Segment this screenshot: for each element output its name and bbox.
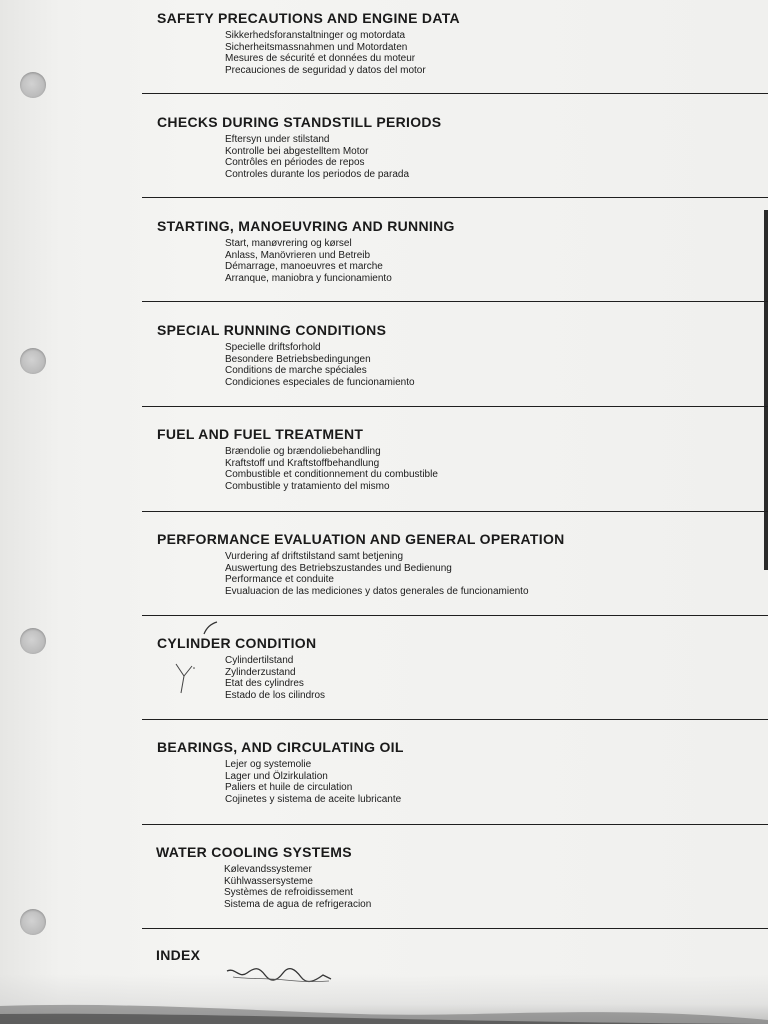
translation-spanish: Sistema de agua de refrigeracion — [224, 898, 372, 910]
translation-german: Anlass, Manövrieren und Betreib — [225, 249, 371, 261]
toc-section-water-cooling[interactable] — [156, 843, 756, 910]
section-title: SAFETY PRECAUTIONS AND ENGINE DATA — [157, 10, 460, 26]
translation-german: Zylinderzustand — [225, 666, 296, 678]
section-divider — [142, 406, 768, 407]
toc-section-index[interactable] — [156, 946, 756, 964]
section-translations — [225, 759, 757, 805]
section-title: CYLINDER CONDITION — [157, 635, 317, 651]
translation-french: Mesures de sécurité et données du moteur — [225, 53, 416, 64]
toc-section-fuel[interactable] — [157, 425, 757, 492]
section-title: WATER COOLING SYSTEMS — [156, 844, 352, 860]
translation-danish: Cylindertilstand — [225, 655, 294, 666]
page-curl-shadow — [0, 984, 768, 1024]
translation-german: Kontrolle bei abgestelltem Motor — [225, 145, 369, 157]
section-translations — [225, 134, 757, 180]
section-translations — [225, 238, 757, 284]
translation-danish: Start, manøvrering og kørsel — [225, 238, 352, 249]
section-title: SPECIAL RUNNING CONDITIONS — [157, 322, 387, 338]
section-title: PERFORMANCE EVALUATION AND GENERAL OPERATION — [157, 531, 565, 547]
section-translations — [225, 655, 757, 701]
translation-french: Performance et conduite — [225, 574, 334, 585]
translation-spanish: Precauciones de seguridad y datos del motor — [225, 64, 426, 76]
translation-danish: Lejer og systemolie — [225, 759, 312, 770]
translation-french: Contrôles en périodes de repos — [225, 157, 365, 168]
section-translations — [224, 864, 756, 910]
section-divider — [142, 301, 768, 302]
translation-spanish: Estado de los cilindros — [225, 689, 326, 701]
page-edge-marker — [764, 210, 768, 570]
translation-german: Lager und Ölzirkulation — [225, 770, 328, 782]
translation-german: Sicherheitsmassnahmen und Motordaten — [225, 41, 408, 53]
section-divider — [142, 93, 768, 94]
toc-section-safety[interactable] — [157, 9, 757, 76]
translation-spanish: Arranque, maniobra y funcionamiento — [225, 272, 392, 284]
translation-german: Kühlwassersysteme — [224, 875, 313, 887]
section-divider — [142, 928, 768, 929]
toc-section-performance[interactable] — [157, 530, 757, 597]
translation-spanish: Evualuacion de las mediciones y datos generales de funcionamiento — [225, 585, 529, 597]
translation-french: Combustible et conditionnement du combustible — [225, 469, 438, 480]
toc-section-standstill-checks[interactable] — [157, 113, 757, 180]
translation-german: Auswertung des Betriebszustandes und Bedienung — [225, 562, 452, 574]
translation-spanish: Combustible y tratamiento del mismo — [225, 480, 390, 492]
section-divider — [142, 197, 768, 198]
translation-french: Paliers et huile de circulation — [225, 782, 353, 793]
section-title: BEARINGS, AND CIRCULATING OIL — [157, 739, 404, 755]
section-divider — [142, 511, 768, 512]
toc-section-special-running[interactable] — [157, 321, 757, 388]
punch-hole — [20, 72, 46, 98]
section-title: FUEL AND FUEL TREATMENT — [157, 426, 364, 442]
section-translations — [225, 551, 757, 597]
section-divider — [142, 615, 768, 616]
toc-section-cylinder[interactable] — [157, 634, 757, 701]
section-title: INDEX — [156, 947, 201, 963]
translation-danish: Sikkerhedsforanstaltninger og motordata — [225, 30, 406, 41]
handwritten-y-mark — [174, 660, 198, 696]
punch-hole — [20, 348, 46, 374]
translation-spanish: Controles durante los periodos de parada — [225, 168, 410, 180]
section-divider — [142, 719, 768, 720]
translation-danish: Kølevandssystemer — [224, 864, 312, 875]
handwritten-tick-mark — [200, 620, 220, 636]
translation-danish: Specielle driftsforhold — [225, 342, 321, 353]
section-title: STARTING, MANOEUVRING AND RUNNING — [157, 218, 455, 234]
translation-german: Kraftstoff und Kraftstoffbehandlung — [225, 457, 380, 469]
toc-section-starting[interactable] — [157, 217, 757, 284]
translation-danish: Vurdering af driftstilstand samt betjening — [225, 551, 404, 562]
section-divider — [142, 824, 768, 825]
translation-french: Démarrage, manoeuvres et marche — [225, 261, 383, 272]
section-translations — [225, 446, 757, 492]
section-translations — [225, 30, 757, 76]
translation-french: Conditions de marche spéciales — [225, 365, 367, 376]
punch-hole — [20, 909, 46, 935]
translation-danish: Eftersyn under stilstand — [225, 134, 330, 145]
translation-german: Besondere Betriebsbedingungen — [225, 353, 371, 365]
punch-hole — [20, 628, 46, 654]
translation-spanish: Cojinetes y sistema de aceite lubricante — [225, 793, 402, 805]
translation-danish: Brændolie og brændoliebehandling — [225, 446, 381, 457]
translation-french: Etat des cylindres — [225, 678, 304, 689]
section-translations — [225, 342, 757, 388]
toc-section-bearings[interactable] — [157, 738, 757, 805]
translation-spanish: Condiciones especiales de funcionamiento — [225, 376, 415, 388]
section-title: CHECKS DURING STANDSTILL PERIODS — [157, 114, 442, 130]
translation-french: Systèmes de refroidissement — [224, 887, 353, 898]
